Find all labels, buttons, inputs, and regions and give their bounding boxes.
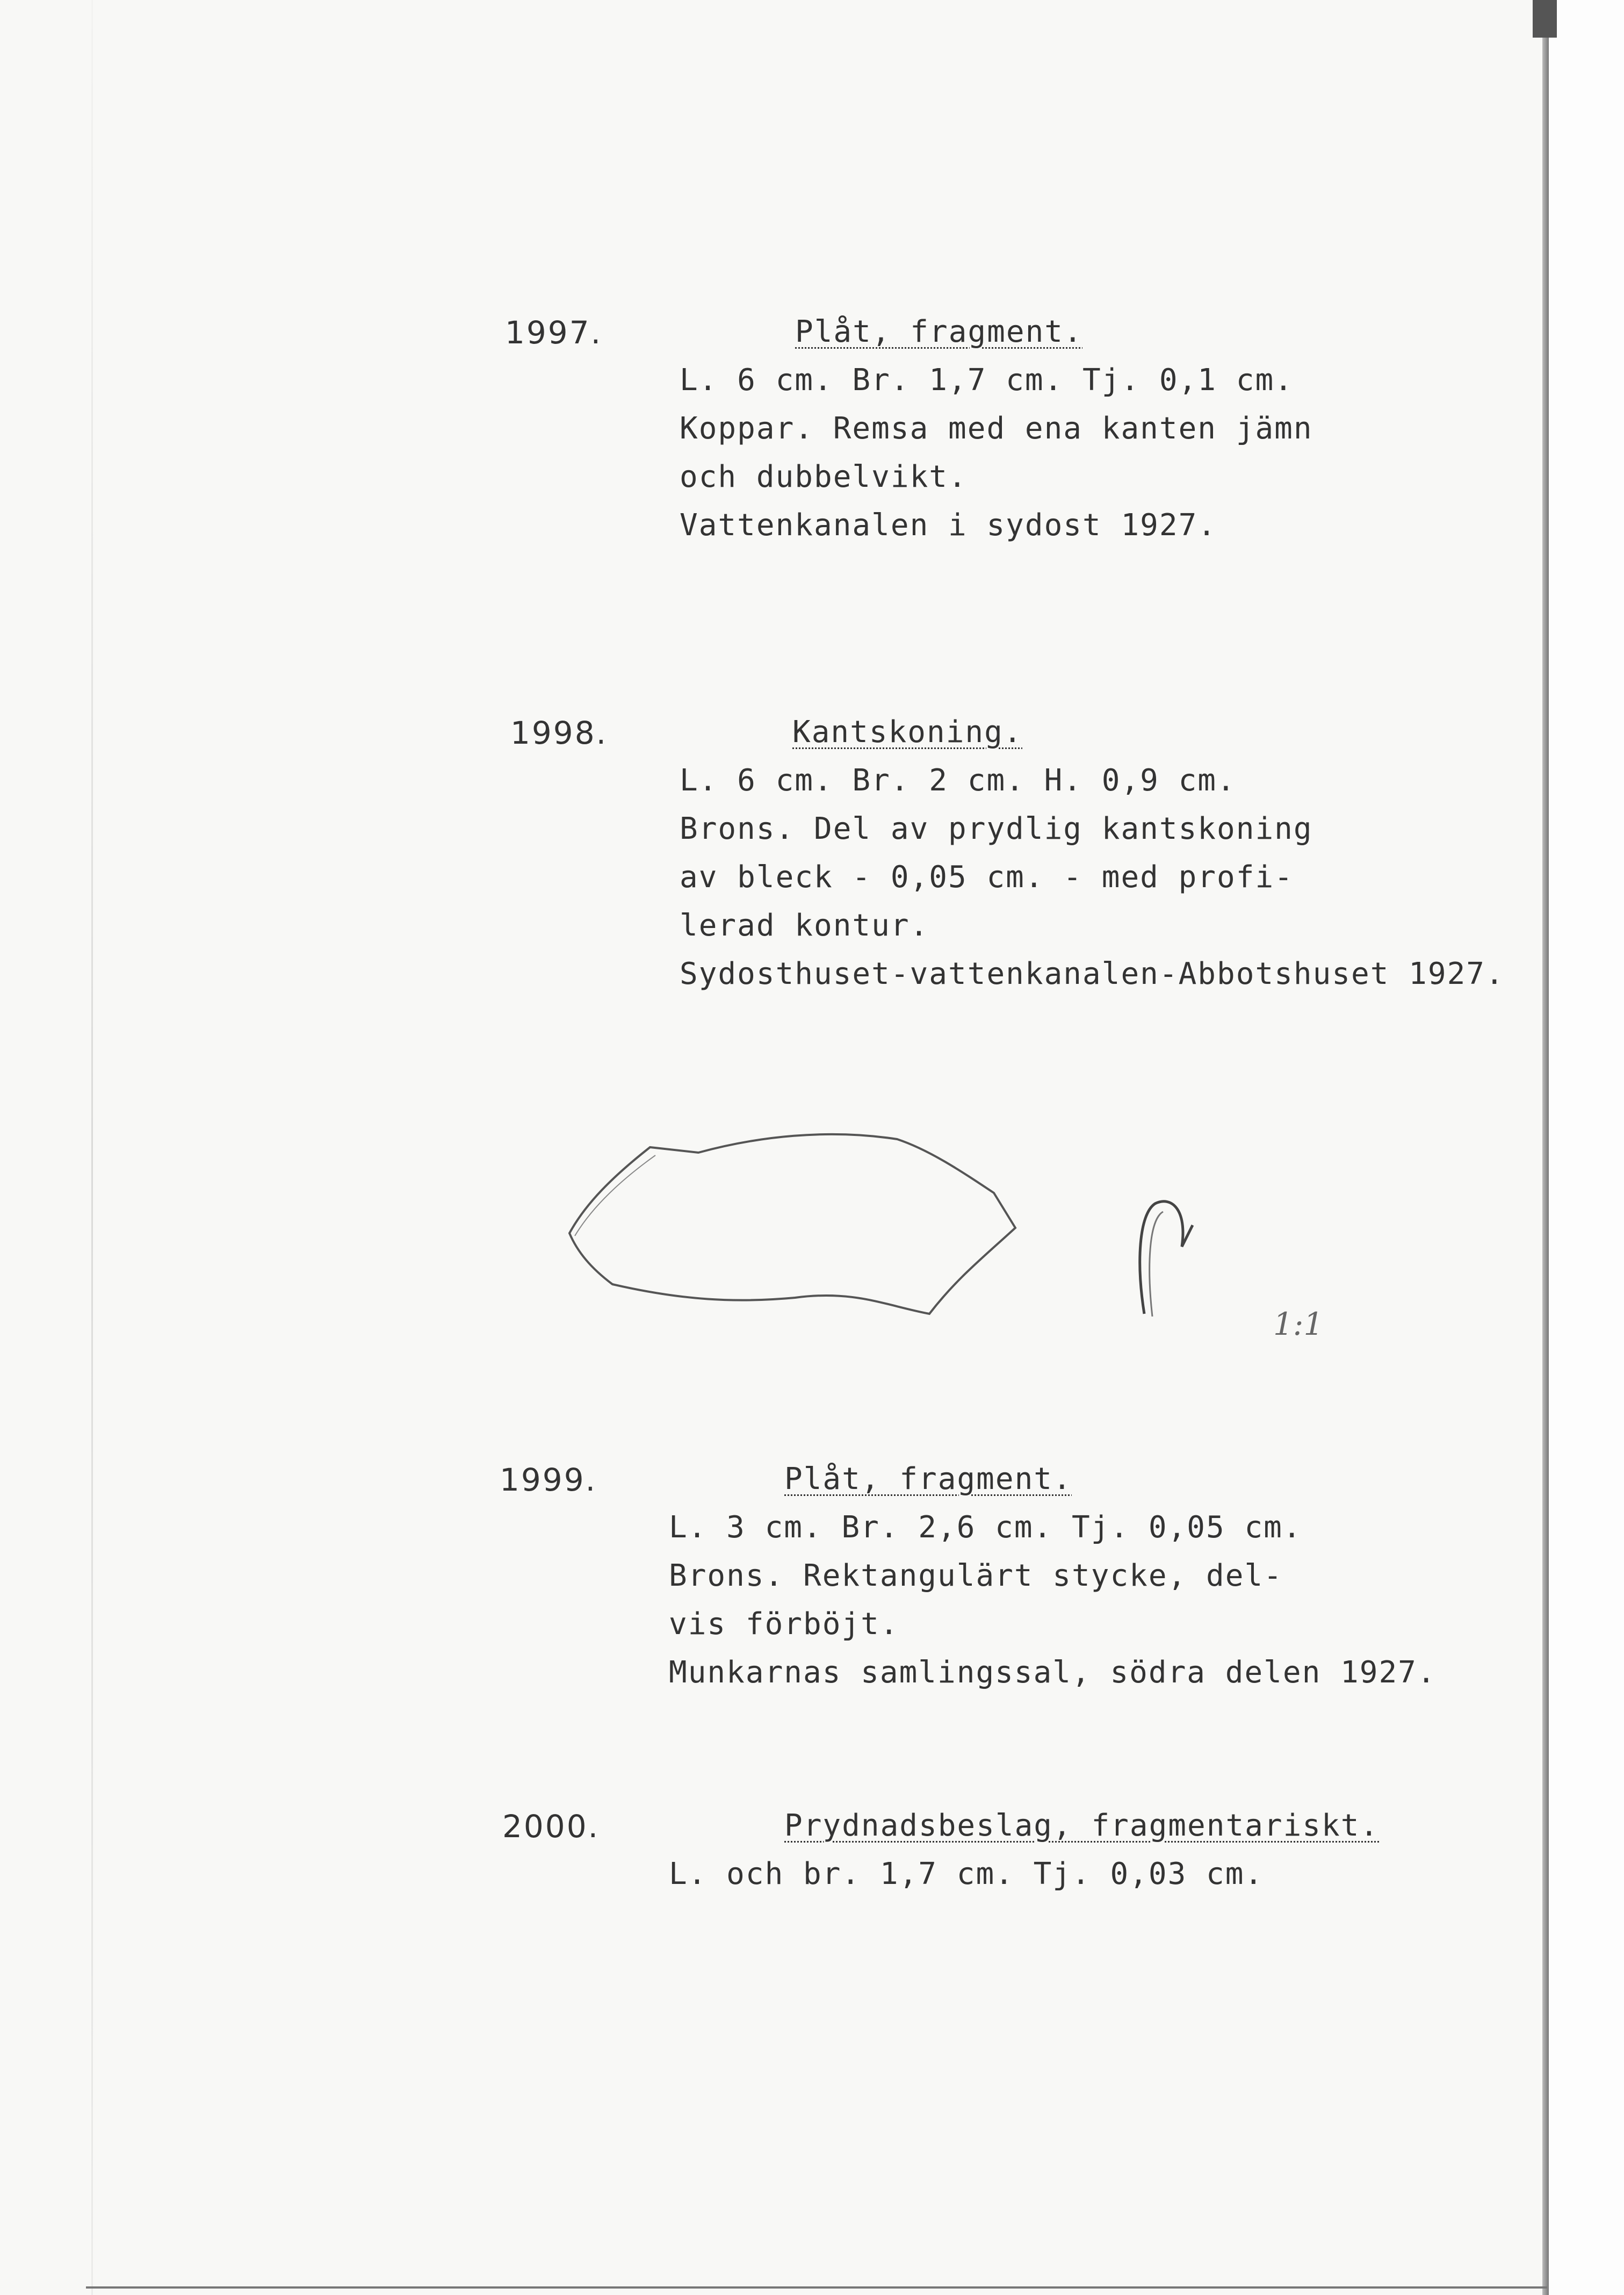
entry-title: Plåt, fragment. xyxy=(784,1462,1072,1497)
artifact-sketch xyxy=(553,1107,1252,1343)
entry-line: av bleck - 0,05 cm. - med profi- xyxy=(680,860,1294,895)
entry-line: L. 6 cm. Br. 1,7 cm. Tj. 0,1 cm. xyxy=(680,363,1294,398)
sketch-profile-edge xyxy=(1150,1212,1163,1316)
entry-title: Plåt, fragment. xyxy=(795,314,1083,349)
scan-margin xyxy=(1549,0,1624,2295)
entry-line: Munkarnas samlingssal, södra delen 1927. xyxy=(669,1655,1437,1690)
binding-tab xyxy=(1533,0,1557,38)
entry-line: Sydosthuset-vattenkanalen-Abbotshuset 1927. xyxy=(680,956,1505,991)
sketch-edge xyxy=(575,1155,655,1236)
entry-line: L. och br. 1,7 cm. Tj. 0,03 cm. xyxy=(669,1857,1264,1891)
sketch-outline xyxy=(569,1134,1015,1314)
entry-line: vis förböjt. xyxy=(669,1607,899,1642)
entry-number: 1997. xyxy=(505,314,603,351)
page-bottom-edge xyxy=(86,2286,1547,2289)
page-edge xyxy=(1542,0,1549,2295)
entry-line: Brons. Del av prydlig kantskoning xyxy=(680,811,1313,846)
entry-line: Vattenkanalen i sydost 1927. xyxy=(680,508,1217,543)
entry-line: L. 3 cm. Br. 2,6 cm. Tj. 0,05 cm. xyxy=(669,1510,1302,1545)
entry-number: 1999. xyxy=(500,1462,597,1498)
scale-label: 1:1 xyxy=(1273,1306,1324,1342)
entry-line: Brons. Rektangulärt stycke, del- xyxy=(669,1558,1283,1593)
entry-line: L. 6 cm. Br. 2 cm. H. 0,9 cm. xyxy=(680,763,1236,798)
entry-line: och dubbelvikt. xyxy=(680,459,968,494)
entry-number: 2000. xyxy=(502,1808,600,1845)
entry-line: Koppar. Remsa med ena kanten jämn xyxy=(680,411,1313,446)
entry-title: Prydnadsbeslag, fragmentariskt. xyxy=(784,1808,1380,1843)
entry-title: Kantskoning. xyxy=(792,715,1023,750)
sketch-profile xyxy=(1140,1202,1193,1314)
entry-number: 1998. xyxy=(510,715,608,751)
page-fold-line xyxy=(91,0,93,2295)
entry-line: lerad kontur. xyxy=(680,908,929,943)
